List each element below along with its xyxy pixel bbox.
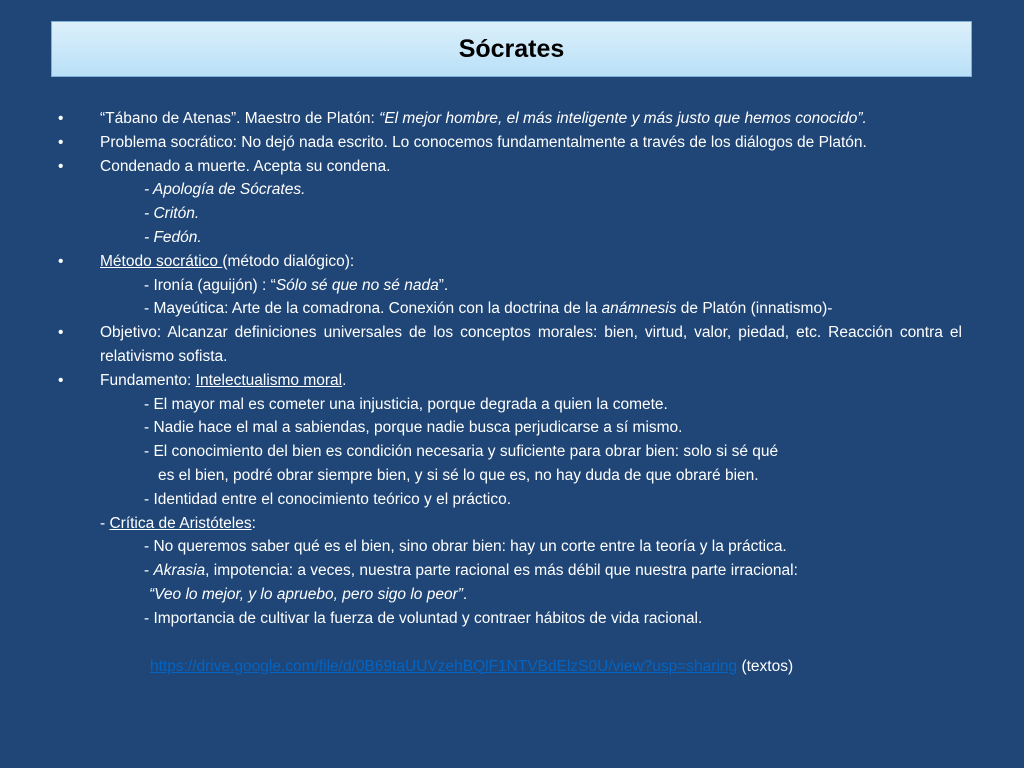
critica-heading: - Crítica de Aristóteles:	[100, 514, 256, 532]
bullet-text: Condenado a muerte. Acepta su condena.	[100, 157, 391, 175]
bullet-item-condenado	[58, 155, 962, 179]
bullet-text: Objetivo: Alcanzar definiciones universales de los conceptos morales: bien, virtud, valor, piedad, etc. Reacción contra el relativismo sofista.	[100, 324, 962, 365]
sub-item-fundamento-3-cont: es el bien, podré obrar siempre bien, y si sé lo que es, no hay duda de que obraré bien.	[158, 466, 759, 484]
sub-item-mayeutica: - Mayeútica: Arte de la comadrona. Conexión con la doctrina de la anámnesis de Platón (innatismo)-	[144, 300, 833, 318]
plato-quote: “El mejor hombre, el más inteligente y más justo que hemos conocido”.	[379, 110, 867, 127]
bullet-icon: •	[58, 110, 64, 127]
intelectualismo-term: Intelectualismo moral	[195, 371, 343, 389]
bullet-item-tabano	[58, 107, 962, 131]
bullet-icon: •	[58, 157, 64, 175]
bullet-item-fundamento: • Fundamento: Intelectualismo moral.	[58, 369, 962, 393]
critica-item-akrasia: - Akrasia, impotencia: a veces, nuestra parte racional es más débil que nuestra parte irracional:	[144, 562, 798, 580]
sub-item-fundamento-1: - El mayor mal es cometer una injusticia, porque degrada a quien la comete.	[144, 395, 668, 413]
sub-item-apologia: - Apología de Sócrates.	[144, 181, 306, 199]
bullet-icon: •	[58, 371, 64, 389]
critica-item-voluntad: - Importancia de cultivar la fuerza de voluntad y contraer hábitos de vida racional.	[144, 609, 703, 627]
drive-link[interactable]: https://drive.google.com/file/d/0B69taUUVzehBQlF1NTVBdElzS0U/view?usp=sharing	[150, 657, 738, 675]
bullet-icon: •	[58, 133, 64, 151]
critica-term: Crítica de Aristóteles	[109, 514, 252, 532]
sub-item-ironia: - Ironía (aguijón) : “Sólo sé que no sé nada”.	[144, 276, 449, 294]
sub-item-fedon: - Fedón.	[144, 228, 202, 246]
bullet-text: Problema socrático: No dejó nada escrito. Lo conocemos fundamentalmente a través de los diálogos de Platón.	[100, 133, 867, 151]
metodo-socratico-term: Método socrático	[100, 252, 223, 270]
bullet-item-objetivo	[58, 321, 962, 369]
critica-quote: “Veo lo mejor, y lo apruebo, pero sigo lo peor”.	[149, 585, 468, 603]
link-line	[58, 655, 962, 679]
bullet-item-metodo: • Método socrático (método dialógico):	[58, 250, 962, 274]
sub-item-criton: - Critón.	[144, 205, 200, 223]
sub-item-fundamento-3: - El conocimiento del bien es condición necesaria y suficiente para obrar bien: solo si sé qué	[144, 443, 779, 461]
bullet-item-problema	[58, 131, 962, 155]
bullet-icon: •	[58, 324, 64, 342]
bullet-icon: •	[58, 252, 64, 270]
critica-item-1: - No queremos saber qué es el bien, sino obrar bien: hay un corte entre la teoría y la práctica.	[144, 538, 787, 556]
sub-item-fundamento-4: - Identidad entre el conocimiento teórico y el práctico.	[144, 490, 512, 508]
sub-item-fundamento-2: - Nadie hace el mal a sabiendas, porque nadie busca perjudicarse a sí mismo.	[144, 419, 683, 437]
link-suffix: (textos)	[737, 657, 794, 675]
title-box	[51, 21, 972, 77]
bullet-text: “Tábano de Atenas”. Maestro de Platón:	[100, 110, 380, 127]
slide-content	[58, 107, 962, 678]
slide-title: Sócrates	[458, 34, 565, 63]
